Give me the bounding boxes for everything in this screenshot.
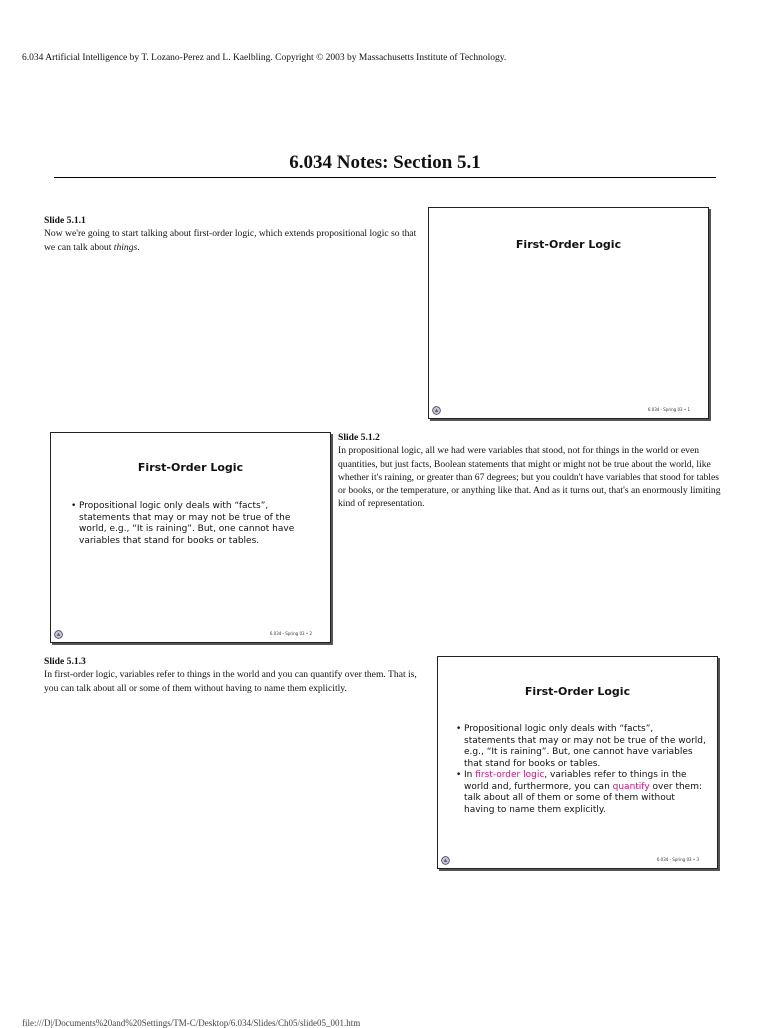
slide-footer: 6.034 - Spring 03 • 1: [647, 407, 690, 412]
note-text: Now we're going to start talking about first-order logic, which extends propositional logic so that we can talk about: [44, 228, 417, 253]
slide-bullet-list: [71, 501, 316, 547]
slide-title: First-Order Logic: [515, 238, 622, 251]
note-slide-5-1-3: [44, 655, 422, 695]
note-text: In propositional logic, all we had were variables that stood, not for things in the world or even quantities, but just facts, Boolean statements that might or might not be true about the world, like whether it's raining, or greater than 67 degrees; but you couldn't have variables that stood for tables or books, or the temperature, or anything like that. And as it turns out, that's an enormously limiting kind of representation.: [338, 445, 721, 510]
slide-bullet: • Propositional logic only deals with “facts”, statements that may or may not be true of the world, e.g., “It is raining”. But, one cannot have variables that stand for books or tables.: [71, 501, 316, 547]
title-divider: [54, 177, 716, 178]
copyright-header: 6.034 Artificial Intelligence by T. Lozano-Perez and L. Kaelbling. Copyright © 2003 by Massachusetts Institute of Technology.: [22, 53, 507, 63]
highlight-term: quantify: [612, 781, 650, 792]
slide-bullet: • Propositional logic only deals with “facts”, statements that may or may not be true of the world, e.g., “It is raining”. But, one cannot have variables that stand for books or tables.: [456, 724, 706, 770]
note-label: Slide 5.1.1: [44, 215, 86, 226]
slide-thumbnail-1: [428, 207, 709, 419]
note-text-end: .: [137, 241, 140, 253]
slide-thumbnail-3: [437, 656, 718, 869]
bullet-text: In: [464, 770, 476, 780]
slide-footer: 6.034 - Spring 03 • 2: [269, 631, 312, 636]
mit-logo-icon: [432, 406, 441, 415]
mit-logo-icon: [441, 856, 450, 865]
bullet-text: , variables refer to things in the world and, furthermore, you can: [464, 770, 687, 792]
bullet-text: over them: talk about all of them or some of them without having to name them explicitly.: [464, 781, 703, 815]
slide-bullet-list: [456, 724, 706, 816]
slide-thumbnail-2: [50, 432, 331, 643]
note-slide-5-1-2: [338, 431, 726, 511]
note-label: Slide 5.1.3: [44, 656, 86, 667]
slide-bullet: [456, 770, 706, 816]
highlight-term: first-order logic: [475, 770, 545, 780]
file-url-footer: file:///D|/Documents%20and%20Settings/TM-C/Desktop/6.034/Slides/Ch05/slide05_001.htm: [22, 1018, 361, 1028]
slide-title: First-Order Logic: [137, 461, 244, 474]
mit-logo-icon: [54, 630, 63, 639]
slide-footer: 6.034 - Spring 03 • 3: [656, 857, 699, 862]
page-title: 6.034 Notes: Section 5.1: [289, 152, 481, 173]
note-label: Slide 5.1.2: [338, 432, 380, 443]
note-emphasis: things: [113, 241, 138, 253]
slide-title: First-Order Logic: [524, 685, 631, 698]
note-text: In first-order logic, variables refer to things in the world and you can quantify over them. That is, you can talk about all or some of them without having to name them explicitly.: [44, 669, 417, 694]
note-slide-5-1-1: [44, 214, 424, 254]
